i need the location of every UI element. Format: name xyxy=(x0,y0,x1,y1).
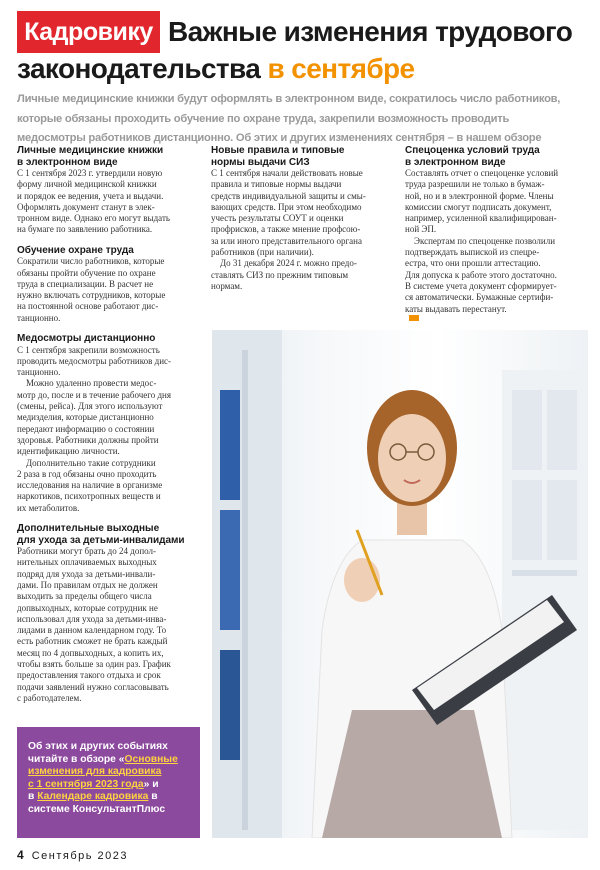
hand xyxy=(344,558,380,602)
text-line: и порядок ее ведения, учета и выдачи. xyxy=(17,190,164,201)
text-line: Дополнительно такие сотрудники xyxy=(17,457,156,468)
text-line: нужно включать сотрудников, которые xyxy=(17,290,166,301)
promo-line xyxy=(28,754,190,767)
text-line: С 1 сентября 2023 г. утвердили новую xyxy=(17,168,163,178)
heading-line: для ухода за детьми-инвалидами xyxy=(17,534,185,546)
text-line: передают информацию о состоянии xyxy=(17,423,155,434)
section-heading xyxy=(211,145,394,168)
text-line: Оформлять документ станут в элек- xyxy=(17,201,155,212)
promo-text: читайте в обзоре « xyxy=(28,753,125,765)
text-line: Работники могут брать до 24 допол- xyxy=(17,546,157,557)
text-line: комиссии смогут подписать документ, xyxy=(405,201,552,212)
promo-link-overview[interactable]: Основные xyxy=(124,753,178,765)
section-text xyxy=(17,546,200,704)
text-line: исследования на наличие в организме xyxy=(17,480,163,491)
heading-line: нормы выдачи СИЗ xyxy=(211,156,310,168)
text-line: медизделия, которые дистанционно xyxy=(17,412,154,423)
column-3 xyxy=(405,145,588,330)
text-line: подачи заявлений нужно согласовывать xyxy=(17,681,169,692)
section-text xyxy=(405,168,588,321)
text-line: ся автоматически. Бумажные сертифи- xyxy=(405,292,554,303)
face xyxy=(378,414,446,502)
heading-line: в электронном виде xyxy=(405,156,506,168)
heading-line: Медосмотры дистанционно xyxy=(17,333,156,345)
text-line: учесть результаты СОУТ и оценки xyxy=(211,213,344,224)
text-line: подряд для ухода за детьми-инвали- xyxy=(17,568,156,579)
text-line: использовал для ухода за детьми-инва- xyxy=(17,613,167,624)
issue-date: Сентябрь 2023 xyxy=(31,850,128,862)
lead-line: Личные медицинские книжки будут оформлять в электронном виде, сократилось число работников, xyxy=(17,93,561,105)
promo-line xyxy=(28,779,190,792)
text-line: допвыходных, которые сотрудник не xyxy=(17,602,158,613)
lead-line: медосмотры работников дистанционно. Об этих и других изменениях сентября – в нашем обзоре xyxy=(17,132,542,144)
section-heading xyxy=(17,333,200,345)
text-line: ной ЭП. xyxy=(405,224,437,235)
text-line: танционно. xyxy=(17,312,61,323)
heading-line: Личные медицинские книжки xyxy=(17,145,164,156)
section-sout xyxy=(405,145,588,321)
text-line: 2 раза в год обязаны очно проходить xyxy=(17,468,157,479)
text-line: труда разрешили не только в бумаж- xyxy=(405,179,545,190)
page-title-line-1: Важные изменения трудового xyxy=(168,16,573,47)
section-medosmotr xyxy=(17,333,200,514)
promo-line xyxy=(28,766,190,779)
text-line: здоровья. Работники должны пройти xyxy=(17,434,159,445)
heading-line: в электронном виде xyxy=(17,156,118,168)
promo-link-overview-end[interactable]: с 1 сентября 2023 года xyxy=(28,778,144,790)
text-line: предоставления такого отдыха и срок xyxy=(17,670,161,681)
text-line: проводить медосмотры работников дис- xyxy=(17,355,172,366)
section-text xyxy=(17,256,200,324)
text-line: танционно. xyxy=(17,367,61,378)
text-line: средств индивидуальной защиты и смы- xyxy=(211,190,366,201)
text-line: нормам. xyxy=(211,280,243,291)
text-line: С 1 сентября закрепили возможность xyxy=(17,344,160,355)
text-line: С 1 сентября начали действовать новые xyxy=(211,168,363,178)
text-line: с работодателем. xyxy=(17,692,82,703)
text-line: на бумаге по заявлению работника. xyxy=(17,224,153,235)
text-line: лидами в данном календарном году. То xyxy=(17,625,167,636)
section-text xyxy=(17,168,200,236)
text-line: выходить за пределы общего числа xyxy=(17,591,152,602)
page-footer xyxy=(17,848,128,862)
heading-line: Спецоценка условий труда xyxy=(405,145,540,156)
text-line: например, усиленной квалифицирован- xyxy=(405,213,557,224)
page-title-line-2 xyxy=(17,52,415,86)
section-training xyxy=(17,245,200,324)
photo-illustration xyxy=(212,330,588,838)
promo-link-calendar[interactable]: Календаре кадровика xyxy=(37,791,149,802)
promo-text: в xyxy=(148,791,158,802)
promo-line: системе КонсультантПлюс xyxy=(28,803,166,815)
text-line: работников (при наличии). xyxy=(211,247,314,258)
text-line: есть работник сможет не брать каждый xyxy=(17,636,168,647)
section-heading xyxy=(17,245,200,257)
section-med-books xyxy=(17,145,200,236)
text-line: вающих средств. При этом необходимо xyxy=(211,201,362,212)
heading-line: Дополнительные выходные xyxy=(17,523,160,535)
text-line: за или иного представительного органа xyxy=(211,235,362,246)
skirt xyxy=(322,710,502,838)
section-siz xyxy=(211,145,394,292)
text-line: ставлять СИЗ по прежним типовым xyxy=(211,269,349,280)
text-line: Составлять отчет о спецоценке условий xyxy=(405,168,559,178)
text-line: правила и типовые нормы выдачи xyxy=(211,179,342,190)
text-line: ной, но и в электронной форме. Члены xyxy=(405,190,554,201)
text-line: (смены, рейса). Для этого используют xyxy=(17,401,163,412)
text-line: нительных оплачиваемых выходных xyxy=(17,557,157,568)
text-line: чтобы взять больше за один раз. График xyxy=(17,658,171,669)
text-line: форму личной медицинской книжки xyxy=(17,179,157,190)
heading-line: Обучение охране труда xyxy=(17,244,134,256)
section-text xyxy=(211,168,394,292)
text-line: В системе учета документ сформирует- xyxy=(405,280,557,291)
text-line: наркотиков, психотропных веществ и xyxy=(17,491,161,502)
text-line: Для допуска к работе этого достаточно. xyxy=(405,269,557,280)
title-accent: в сентябре xyxy=(267,53,415,84)
text-line: Экспертам по спецоценке позволили xyxy=(405,235,556,246)
section-text xyxy=(17,345,200,514)
promo-text: в xyxy=(28,791,35,802)
text-line: обязаны пройти обучение по охране xyxy=(17,267,156,278)
promo-line xyxy=(28,791,190,804)
text-line: Можно удаленно провести медос- xyxy=(17,378,157,389)
promo-line: Об этих и других событиях xyxy=(28,741,168,752)
text-line: их метаболитов. xyxy=(17,502,80,513)
text-line: естра, что они прошли аттестацию. xyxy=(405,258,541,269)
page-number: 4 xyxy=(17,848,24,862)
promo-text: » и xyxy=(143,778,159,790)
text-line: месяц по 4 допвыходных, а копить их, xyxy=(17,647,164,658)
heading-line: Новые правила и типовые xyxy=(211,145,345,156)
column-2 xyxy=(211,145,394,301)
text-line: тронном виде. Однако его могут выдать xyxy=(17,213,170,224)
text-line: дами. По правилам отдых не должен xyxy=(17,579,158,590)
section-heading xyxy=(405,145,588,168)
promo-box xyxy=(17,727,200,838)
lead-paragraph xyxy=(17,90,587,149)
section-days-off xyxy=(17,523,200,704)
text-line: труда в специализации. В расчет не xyxy=(17,278,154,289)
lead-line: которые обязаны проходить обучение по охране труда, закрепили возможность проводить xyxy=(17,112,510,125)
column-1 xyxy=(17,145,200,713)
text-line: подтверждать выпиской из спецре- xyxy=(405,247,540,258)
hero-photo xyxy=(212,330,588,838)
text-line: До 31 декабря 2024 г. можно предо- xyxy=(211,258,357,269)
end-mark-icon xyxy=(409,315,419,321)
text-line: Сократили число работников, которые xyxy=(17,256,165,267)
text-line: профрисков, а также мнение профсою- xyxy=(211,224,361,235)
text-line: на постоянной основе работают дис- xyxy=(17,301,159,312)
text-fragment: каты выдавать перестанут. xyxy=(405,303,507,314)
text-line: идентификацию личности. xyxy=(17,446,120,457)
text-line: мотр до, после и в течение рабочего дня xyxy=(17,389,172,400)
section-badge: Кадровику xyxy=(17,11,160,53)
title-plain: законодательства xyxy=(17,53,261,84)
section-heading xyxy=(17,145,200,168)
promo-link-overview-cont[interactable]: изменения для кадровика xyxy=(28,766,162,777)
text-line-last xyxy=(405,304,588,321)
section-heading xyxy=(17,523,200,546)
